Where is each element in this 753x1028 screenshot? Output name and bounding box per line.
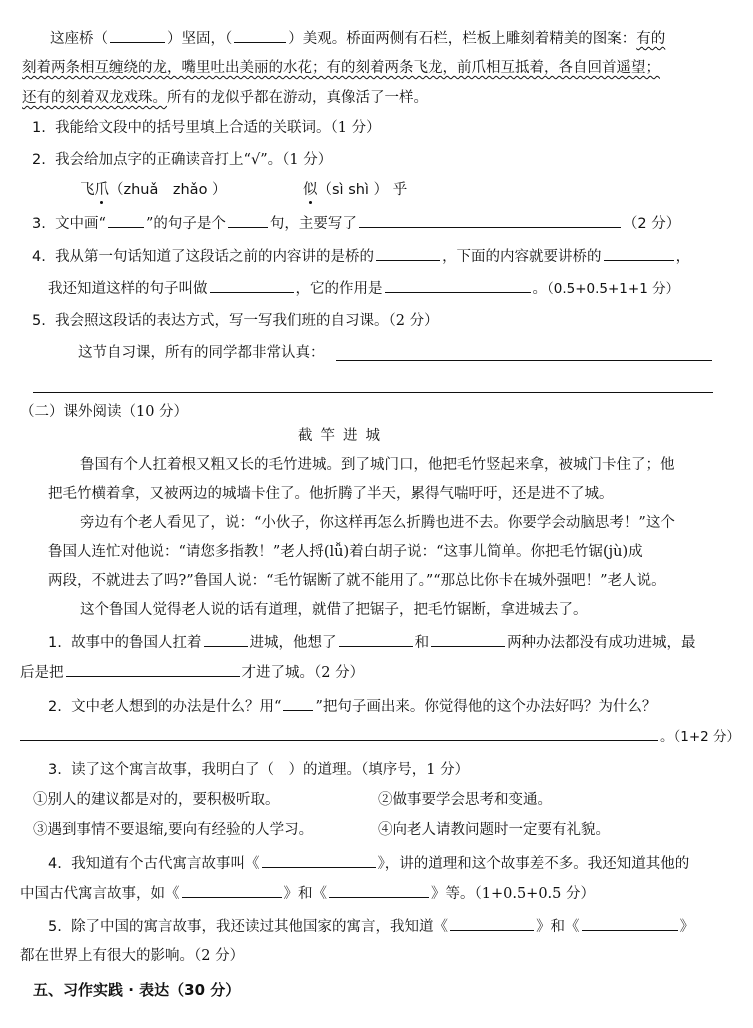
story-text: 这个鲁国人觉得老人说的话有道理，就借了把锯子，把毛竹锯断，拿进城去了。: [80, 602, 588, 618]
passage-text: 这座桥（: [50, 31, 108, 47]
option-text: ①别人的建议都是对的，要积极听取。: [33, 792, 280, 808]
dotted-character: 爪: [94, 182, 109, 198]
question-text: 进城，他想了: [249, 635, 337, 651]
writing-line[interactable]: [336, 360, 712, 361]
option-text: ②做事要学会思考和变通。: [378, 792, 552, 808]
story-line: [48, 484, 614, 504]
section-heading: [20, 402, 188, 422]
passage-line-3: [22, 88, 428, 108]
character: 乎: [392, 182, 408, 198]
question-number: 5.: [48, 919, 62, 935]
wavy-underlined-text: 有的: [636, 31, 666, 47]
question-5: [32, 311, 439, 331]
answer-blank[interactable]: [182, 883, 282, 898]
choice-option-1[interactable]: [33, 790, 280, 810]
answer-blank[interactable]: [339, 632, 413, 647]
story-text: 旁边有个老人看见了，说：“小伙子，你这样再怎么折腾也进不去。你要学会动脑思考！”这个: [80, 515, 675, 531]
underline-sample: [283, 696, 313, 711]
question-number: 4.: [48, 856, 62, 872]
score-label: （2 分）: [622, 216, 681, 232]
answer-blank[interactable]: [66, 662, 240, 677]
prompt-text: 这节自习课，所有的同学都非常认真：: [78, 345, 325, 361]
score-label: 。（1+2 分）: [660, 729, 741, 745]
question-text: ”的句子是个: [145, 216, 226, 232]
answer-blank[interactable]: [582, 916, 678, 931]
story-line: [80, 600, 588, 620]
reading-question-2: [48, 696, 656, 717]
story-title: [298, 426, 388, 446]
answer-blank[interactable]: [385, 278, 531, 293]
question-text: ，: [675, 249, 691, 265]
question-4-line-2: [48, 278, 679, 299]
question-2: [32, 150, 332, 170]
underline-sample: [108, 213, 144, 228]
reading-question-5-line-2: [20, 946, 244, 966]
wavy-underlined-text: 还有的刻着双龙戏珠。: [22, 90, 167, 106]
choice-option-4[interactable]: [378, 820, 610, 840]
story-text: 把毛竹横着拿，又被两边的城墙卡住了。他折腾了半天，累得气喘吁吁，还是进不了城。: [48, 486, 614, 502]
reading-question-4-line-2: [20, 883, 595, 904]
question-number: 4.: [32, 249, 46, 265]
option-text: ④向老人请教问题时一定要有礼貌。: [378, 822, 610, 838]
reading-question-1-line-2: [20, 662, 364, 683]
answer-blank[interactable]: [376, 246, 440, 261]
section-heading-text: 五、习作实践 · 表达（30 分）: [33, 981, 241, 999]
answer-blank[interactable]: [329, 883, 429, 898]
question-text: 我会照这段话的表达方式，写一写我们班的自习课。（2 分）: [55, 313, 439, 329]
question-text: 》，讲的道理和这个故事差不多。我还知道其他的: [377, 856, 690, 872]
story-line: [48, 571, 666, 591]
reading-question-2-answer: [20, 726, 740, 747]
answer-blank[interactable]: [359, 213, 621, 228]
question-number: 2.: [32, 152, 46, 168]
choice-option-2[interactable]: [378, 790, 552, 810]
passage-line-1: [50, 28, 665, 49]
pinyin-choice-1[interactable]: [80, 180, 227, 200]
answer-blank[interactable]: [450, 916, 534, 931]
wavy-underlined-text: 刻着两条相互缠绕的龙，嘴里吐出美丽的水花；有的刻着两条飞龙，前爪相互抵着，各自回首遥望；: [22, 60, 660, 76]
passage-line-2: [22, 58, 660, 78]
reading-question-3: [48, 760, 469, 780]
question-number: 2.: [48, 699, 62, 715]
question-1: [32, 118, 381, 138]
answer-blank[interactable]: [431, 632, 505, 647]
conjunction-blank-2[interactable]: [234, 28, 286, 43]
section-heading-text: （二）课外阅读（10 分）: [20, 404, 189, 420]
story-title-text: 截竿进城: [298, 428, 388, 444]
question-text: 两种办法都没有成功进城，最: [507, 635, 696, 651]
question-text: 我知道有个古代寓言故事叫《: [71, 856, 260, 872]
pinyin-options: （sì shì ）: [317, 182, 389, 198]
question-text: 句，主要写了: [269, 216, 357, 232]
question-text: ”把句子画出来。你觉得他的这个办法好吗？为什么？: [315, 699, 657, 715]
conjunction-blank-1[interactable]: [110, 28, 165, 43]
question-text: 》和《: [536, 919, 580, 935]
question-text: 除了中国的寓言故事，我还读过其他国家的寓言，我知道《: [71, 919, 449, 935]
question-text: 我还知道这样的句子叫做: [48, 281, 208, 297]
question-number: 3.: [32, 216, 46, 232]
question-text: 故事中的鲁国人扛着: [71, 635, 202, 651]
question-text: 中国古代寓言故事，如《: [20, 886, 180, 902]
answer-blank[interactable]: [228, 213, 268, 228]
choice-option-3[interactable]: [33, 820, 313, 840]
question-4-line-1: [32, 246, 690, 267]
question-5-prompt: [78, 343, 325, 363]
question-text: 》: [679, 919, 695, 935]
reading-question-1-line-1: [48, 632, 696, 653]
question-number: 1.: [48, 635, 62, 651]
question-number: 3.: [48, 762, 62, 778]
answer-blank[interactable]: [262, 853, 376, 868]
question-text: 文中老人想到的办法是什么？用“: [71, 699, 282, 715]
question-text: 我从第一句话知道了这段话之前的内容讲的是桥的: [55, 249, 375, 265]
story-text: 两段，不就进去了吗?”鲁国人说：“毛竹锯断了就不能用了。”“那总比你卡在城外强吧！”老人说。: [48, 573, 666, 589]
question-text: 读了这个寓言故事，我明白了（ ）的道理。（填序号，1 分）: [71, 762, 470, 778]
question-text: 我能给文段中的括号里填上合适的关联词。（1 分）: [55, 120, 381, 136]
reading-question-4-line-1: [48, 853, 689, 874]
passage-text: ）美观。桥面两侧有石栏，栏板上雕刻着精美的图案：: [288, 31, 637, 47]
character: 飞: [80, 182, 95, 198]
reading-question-5-line-1: [48, 916, 694, 937]
question-text: 和: [414, 635, 430, 651]
writing-line[interactable]: [33, 392, 713, 393]
question-text: 我会给加点字的正确读音打上“√”。（1 分）: [55, 152, 333, 168]
story-line: [80, 513, 675, 533]
question-3: [32, 213, 680, 234]
passage-text: ）坚固，（: [167, 31, 233, 47]
passage-text: 所有的龙似乎都在游动，真像活了一样。: [167, 90, 428, 106]
story-text: 鲁国有个人扛着根又粗又长的毛竹进城。到了城门口，他把毛竹竖起来拿，被城门卡住了；他: [80, 457, 675, 473]
story-text: 鲁国人连忙对他说：“请您多指教！”老人捋(lǚ)着白胡子说：“这事儿简单。你把毛竹锯(jù)成: [48, 544, 643, 560]
pinyin-options: （zhuǎ zhǎo ）: [109, 182, 227, 198]
question-text: ，它的作用是: [295, 281, 383, 297]
question-text: 后是把: [20, 665, 64, 681]
dotted-character: 似: [303, 182, 318, 198]
question-text: 》等。（1+0.5+0.5 分）: [431, 886, 596, 902]
option-text: ③遇到事情不要退缩,要向有经验的人学习。: [33, 822, 314, 838]
question-number: 5.: [32, 313, 46, 329]
answer-line[interactable]: [20, 726, 658, 741]
story-line: [48, 542, 643, 562]
question-text: 》和《: [283, 886, 327, 902]
question-text: ，下面的内容就要讲桥的: [442, 249, 602, 265]
answer-blank[interactable]: [204, 632, 248, 647]
score-label: （0.5+0.5+1+1 分）: [547, 281, 680, 297]
question-text: 。: [532, 281, 547, 297]
section-5-heading: [33, 980, 240, 1000]
story-line: [80, 455, 675, 475]
pinyin-choice-2[interactable]: [303, 180, 407, 200]
question-text: 都在世界上有很大的影响。（2 分）: [20, 948, 245, 964]
question-text: 文中画“: [55, 216, 106, 232]
question-text: 才进了城。（2 分）: [241, 665, 365, 681]
question-number: 1.: [32, 120, 46, 136]
answer-blank[interactable]: [604, 246, 674, 261]
answer-blank[interactable]: [210, 278, 294, 293]
